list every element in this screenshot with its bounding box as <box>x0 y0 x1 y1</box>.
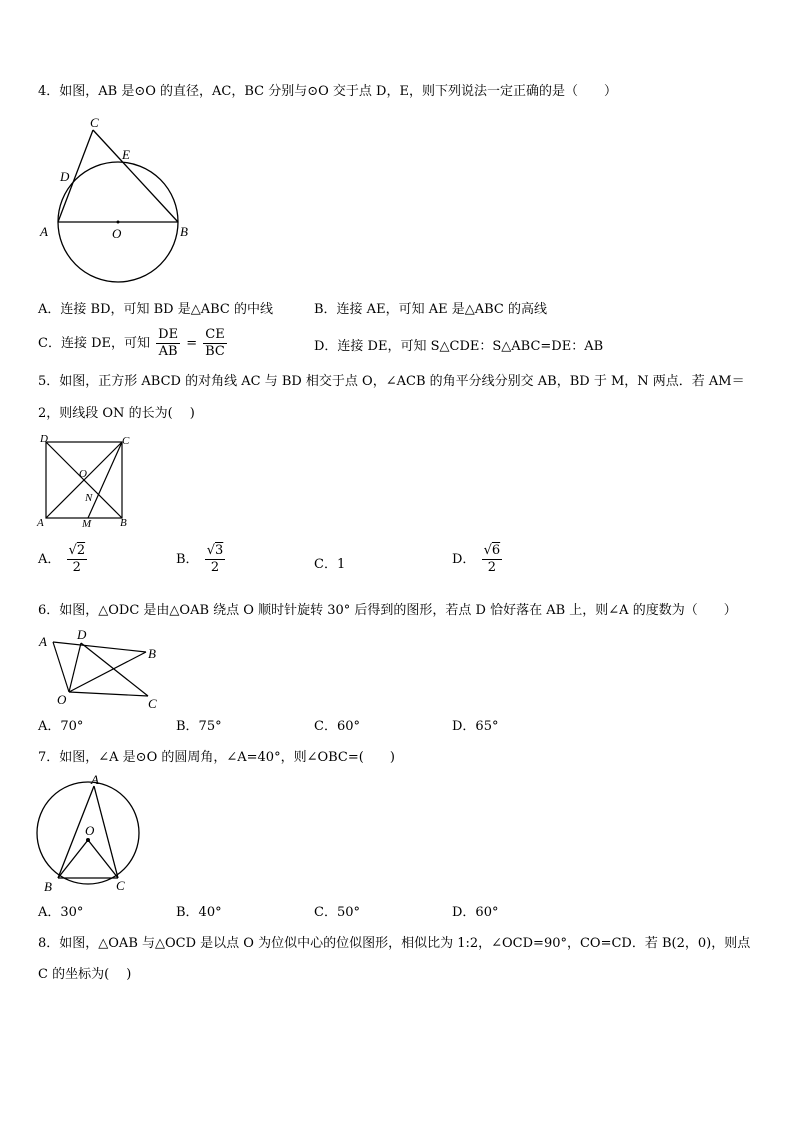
q8-stem-line1: 8．如图，△OAB 与△OCD 是以点 O 为位似中心的位似图形，相似比为 1:2，∠OCD=90°，CO=CD．若 B(2，0)，则点 <box>38 936 751 951</box>
q7-stem: 7．如图，∠A 是⊙O 的圆周角，∠A=40°，则∠OBC=( ) <box>38 750 395 765</box>
q8-stem-line2: C 的坐标为( ) <box>38 967 132 982</box>
q5-stem-line2: 2，则线段 ON 的长为( ) <box>38 406 195 421</box>
q4-segment-bc <box>93 130 178 222</box>
q5-option-b: B． $\frac{√3}{2}$ <box>176 543 224 575</box>
q7-figure <box>30 772 150 897</box>
q5-option-c: C．1 <box>314 557 346 572</box>
q6-option-b: B．75° <box>176 719 222 734</box>
q5-option-d: D． $\frac{√6}{2}$ <box>452 543 501 575</box>
q6-stem: 6．如图，△ODC 是由△OAB 绕点 O 顺时针旋转 30° 后得到的图形，若点 D 恰好落在 AB 上，则∠A 的度数为（ ） <box>38 603 737 618</box>
q6-option-c: C．60° <box>314 719 360 734</box>
q5-label-o: O <box>79 468 87 480</box>
q5-label-b: B <box>120 517 127 529</box>
q7-center-point <box>86 838 90 842</box>
q6-segment-oa <box>53 642 69 692</box>
q7-option-d: D．60° <box>452 905 499 920</box>
q4-label-a: A <box>40 224 48 239</box>
q7-segment-ac <box>94 786 118 878</box>
q6-option-a: A．70° <box>38 719 84 734</box>
q6-label-d: D <box>77 627 87 642</box>
q4-label-d: D <box>60 169 70 184</box>
q7-segment-ob <box>58 840 88 878</box>
q4-stem: 4．如图，AB 是⊙O 的直径，AC，BC 分别与⊙O 交于点 D，E，则下列说法一定正确的是（ ） <box>38 84 617 99</box>
q7-label-b: B <box>44 879 52 894</box>
q7-label-a: A <box>91 772 99 787</box>
q5-stem-line1: 5．如图，正方形 ABCD 的对角线 AC 与 BD 相交于点 O，∠ACB 的角平分线分别交 AB，BD 于 M，N 两点．若 AM＝ <box>38 374 745 389</box>
q6-label-b: B <box>148 646 156 661</box>
q6-label-c: C <box>148 696 157 711</box>
q6-label-o: O <box>57 692 67 707</box>
q4-center-point <box>117 221 120 224</box>
q5-label-c: C <box>122 435 130 447</box>
q5-bisector-cm <box>88 442 122 518</box>
q5-figure <box>30 432 140 532</box>
q4-label-o: O <box>112 226 122 241</box>
q6-segment-ab <box>53 642 146 652</box>
q4-option-a: A．连接 BD，可知 BD 是△ABC 的中线 <box>38 302 273 317</box>
q5-option-a: A． $\frac{√2}{2}$ <box>38 543 86 575</box>
q6-option-d: D．65° <box>452 719 499 734</box>
q4-option-b: B．连接 AE，可知 AE 是△ABC 的高线 <box>314 302 547 317</box>
q6-segment-od <box>69 643 81 692</box>
q4-label-b: B <box>180 224 188 239</box>
q5-label-a: A <box>37 517 44 529</box>
q5-label-m: M <box>82 518 92 530</box>
q4-option-c: C．连接 DE，可知 $\frac{DE}{AB}$ = $\frac{CE}{BC}$ <box>38 327 225 359</box>
q4-label-c: C <box>90 115 99 130</box>
q7-option-c: C．50° <box>314 905 360 920</box>
q7-option-b: B．40° <box>176 905 222 920</box>
q4-figure <box>30 112 210 287</box>
q6-figure <box>30 624 170 716</box>
q7-label-c: C <box>116 878 125 893</box>
q4-option-d: D．连接 DE，可知 S△CDE：S△ABC=DE：AB <box>314 339 604 354</box>
q5-label-d: D <box>40 433 48 445</box>
q6-segment-oc <box>69 692 148 696</box>
q5-label-n: N <box>85 492 93 504</box>
q7-label-o: O <box>85 823 95 838</box>
q6-label-a: A <box>39 634 47 649</box>
q7-option-a: A．30° <box>38 905 84 920</box>
q4-label-e: E <box>122 147 130 162</box>
